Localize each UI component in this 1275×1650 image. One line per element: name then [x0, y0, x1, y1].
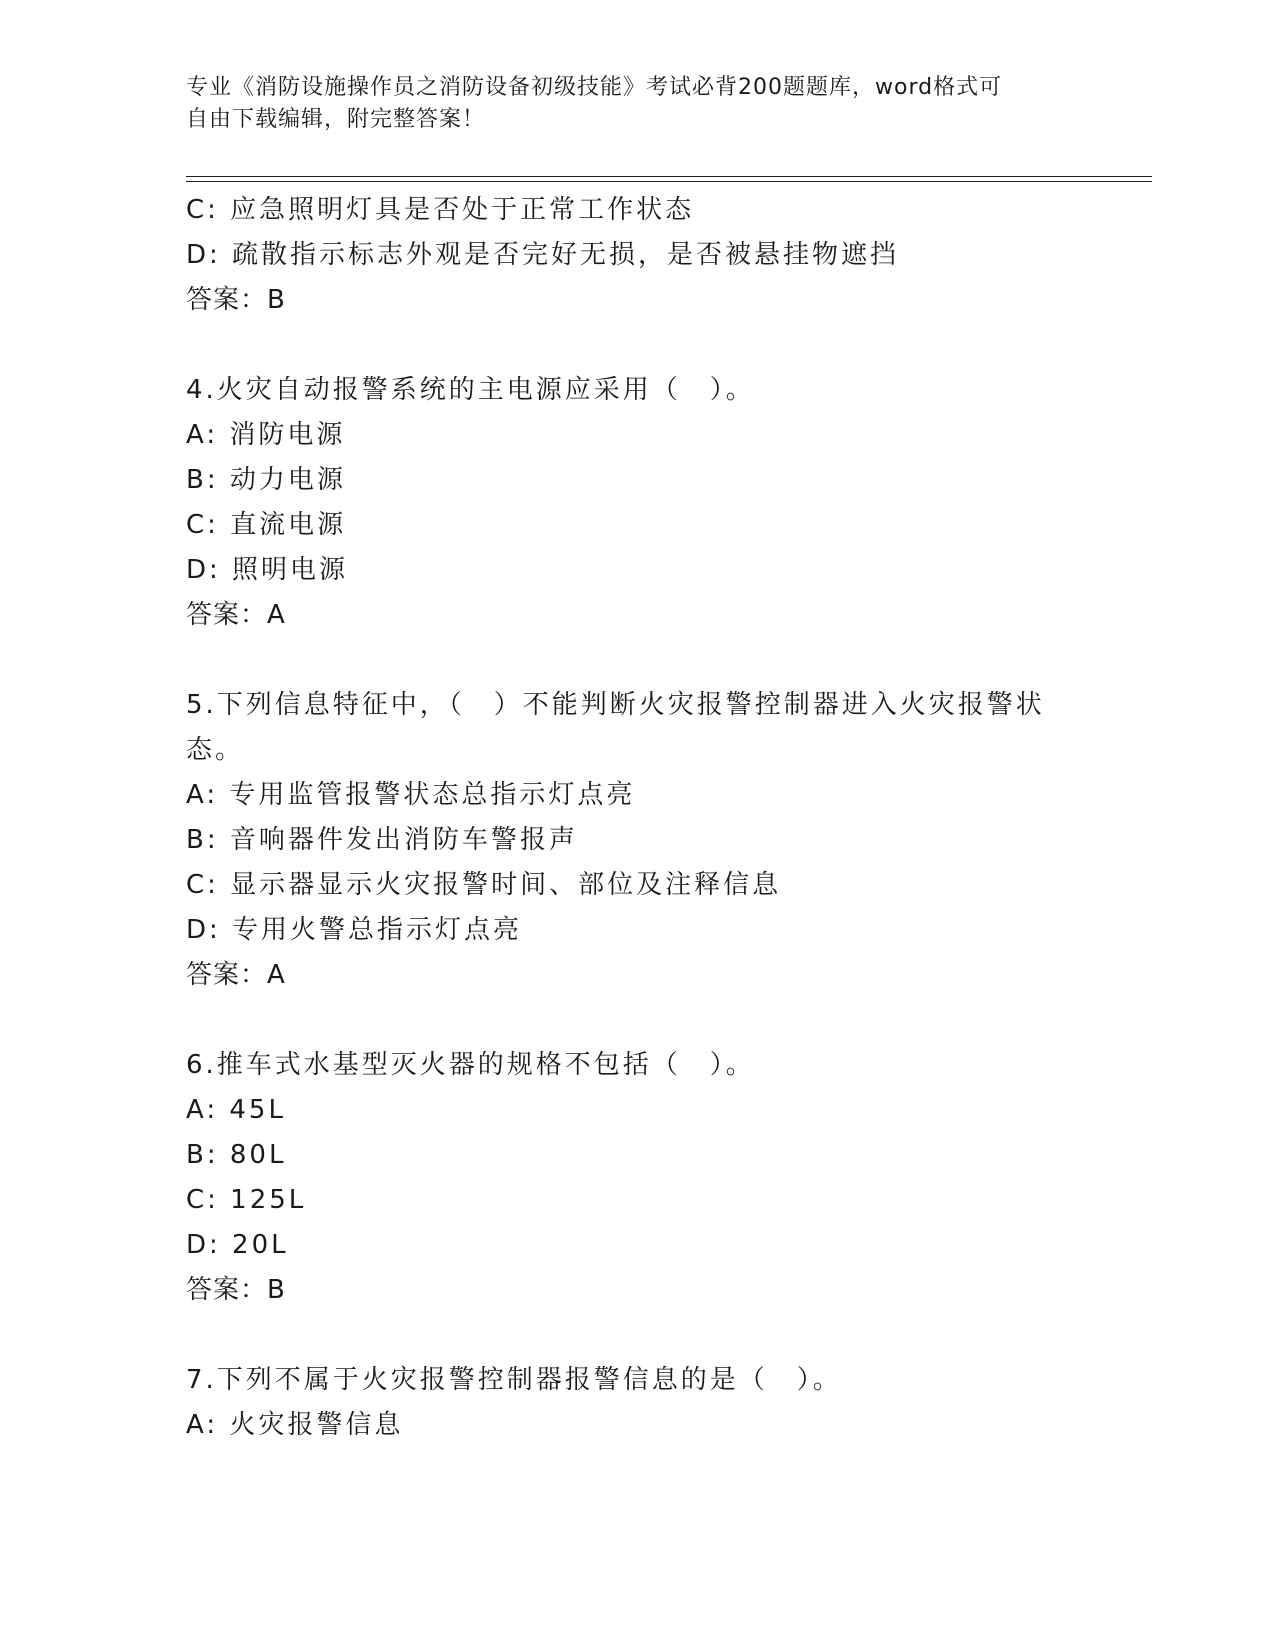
question-list	[186, 188, 1086, 1448]
spacer	[186, 998, 1086, 1043]
option-b: B: 动力电源	[186, 465, 346, 495]
question-text: 7.下列不属于火灾报警控制器报警信息的是（ ）。	[186, 1365, 842, 1395]
option-d: D: 疏散指示标志外观是否完好无损，是否被悬挂物遮挡	[186, 240, 900, 270]
option-c: C: 直流电源	[186, 510, 347, 540]
answer: 答案：A	[186, 600, 286, 630]
header-line-1: 专业《消防设施操作员之消防设备初级技能》考试必背200题题库，word格式可	[186, 75, 1003, 100]
spacer	[186, 323, 1086, 368]
header-divider-bottom	[186, 181, 1152, 182]
option-a: A: 消防电源	[186, 420, 346, 450]
document-header	[186, 72, 1066, 136]
question-6	[186, 1043, 1086, 1313]
option-c: C: 125L	[186, 1185, 307, 1215]
question-3-tail	[186, 188, 1086, 323]
answer: 答案：A	[186, 960, 286, 990]
question-4	[186, 368, 1086, 638]
header-divider-top	[186, 176, 1152, 177]
option-d: D: 专用火警总指示灯点亮	[186, 915, 523, 945]
option-a: A: 专用监管报警状态总指示灯点亮	[186, 780, 636, 810]
question-5	[186, 683, 1086, 998]
option-b: B: 音响器件发出消防车警报声	[186, 825, 578, 855]
question-text-line-1: 5.下列信息特征中，（ ）不能判断火灾报警控制器进入火灾报警状	[186, 690, 1045, 720]
spacer	[186, 638, 1086, 683]
option-d: D: 照明电源	[186, 555, 349, 585]
question-text-line-2: 态。	[186, 735, 245, 765]
question-text: 6.推车式水基型灭火器的规格不包括（ ）。	[186, 1050, 755, 1080]
spacer	[186, 1313, 1086, 1358]
option-c: C: 显示器显示火灾报警时间、部位及注释信息	[186, 870, 782, 900]
answer: 答案：B	[186, 285, 286, 315]
option-d: D: 20L	[186, 1230, 289, 1260]
option-c: C: 应急照明灯具是否处于正常工作状态	[186, 195, 695, 225]
option-a: A: 45L	[186, 1095, 286, 1125]
header-line-2: 自由下载编辑，附完整答案！	[186, 107, 486, 132]
question-7	[186, 1358, 1086, 1448]
answer: 答案：B	[186, 1275, 286, 1305]
question-text: 4.火灾自动报警系统的主电源应采用（ ）。	[186, 375, 755, 405]
option-a: A: 火灾报警信息	[186, 1410, 404, 1440]
option-b: B: 80L	[186, 1140, 287, 1170]
